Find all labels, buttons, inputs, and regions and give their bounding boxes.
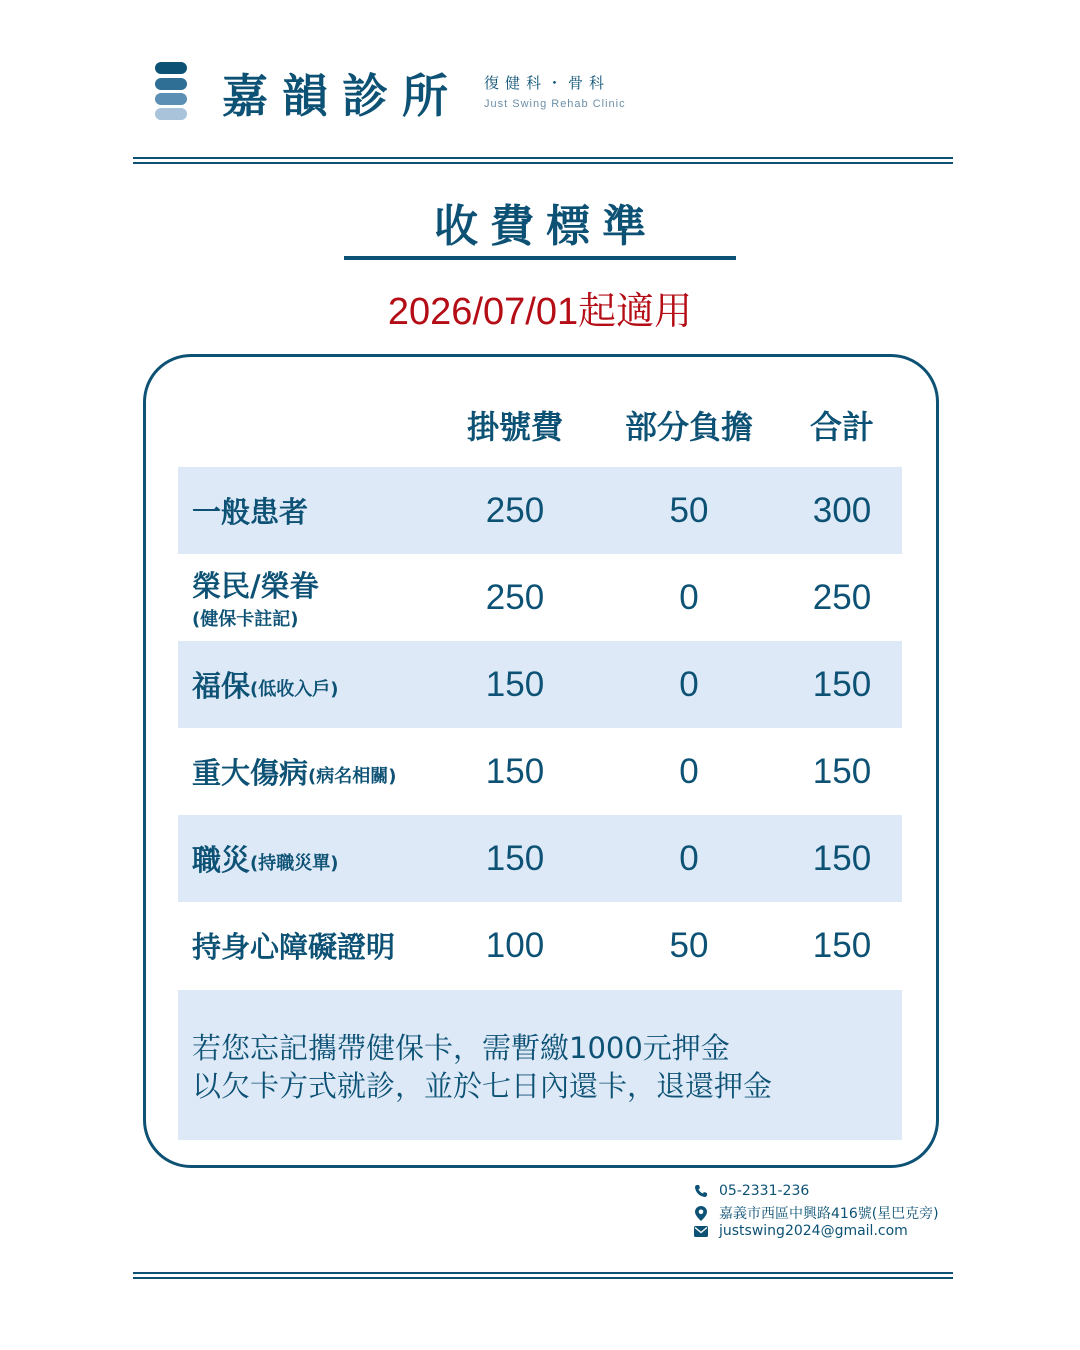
row-label: 職災 (持職災單) — [192, 843, 339, 877]
total-cell: 300 — [812, 491, 872, 530]
total-cell: 150 — [812, 926, 872, 965]
effective-date: 2026/07/01起適用 — [387, 291, 693, 333]
copay-cell: 50 — [669, 926, 709, 965]
title-underline — [344, 256, 736, 260]
phone-icon — [693, 1183, 709, 1199]
email-text: justswing2024@gmail.com — [719, 1223, 908, 1239]
registration-fee-cell: 250 — [485, 491, 545, 530]
table-row — [178, 641, 902, 728]
table-row — [178, 815, 902, 902]
table-row — [178, 902, 902, 989]
top-divider — [133, 157, 953, 164]
row-note: (健保卡註記) — [192, 609, 299, 630]
phone-text: 05-2331-236 — [719, 1183, 810, 1199]
table-row — [178, 554, 902, 641]
row-label: 持身心障礙證明 — [192, 930, 396, 964]
clinic-logo-icon — [155, 62, 187, 120]
registration-fee-cell: 150 — [485, 665, 545, 704]
registration-fee-cell: 150 — [485, 752, 545, 791]
copay-cell: 0 — [679, 839, 699, 878]
notice-line-2: 以欠卡方式就診，並於七日內還卡，退還押金 — [192, 1069, 773, 1103]
contact-phone — [693, 1183, 809, 1199]
row-label: 一般患者 — [192, 495, 309, 529]
mail-icon — [693, 1223, 709, 1239]
copay-cell: 50 — [669, 491, 709, 530]
total-cell: 150 — [812, 752, 872, 791]
registration-fee-cell: 250 — [485, 578, 545, 617]
notice-line-1: 若您忘記攜帶健保卡，需暫繳1000元押金 — [192, 1031, 730, 1065]
registration-fee-cell: 100 — [485, 926, 545, 965]
bottom-divider — [133, 1272, 953, 1279]
total-cell: 150 — [812, 839, 872, 878]
table-row — [178, 467, 902, 554]
copay-cell: 0 — [679, 665, 699, 704]
clinic-name: 嘉韻診所 — [222, 69, 462, 123]
address-text: 嘉義市西區中興路416號(星巴克旁) — [719, 1206, 939, 1222]
header-copay: 部分負擔 — [624, 408, 753, 446]
total-cell: 250 — [812, 578, 872, 617]
row-label: 榮民/榮眷 (健保卡註記) — [192, 569, 319, 630]
row-note: (低收入戶) — [250, 678, 339, 700]
header-total: 合計 — [809, 408, 874, 446]
clinic-subtitle: 復健科・骨科 — [484, 74, 611, 92]
row-note: (持職災單) — [250, 852, 339, 874]
row-label: 重大傷病 (病名相關) — [192, 756, 397, 790]
total-cell: 150 — [812, 665, 872, 704]
row-label: 福保 (低收入戶) — [192, 669, 339, 703]
table-row — [178, 728, 902, 815]
page-title: 收費標準 — [434, 201, 658, 252]
clinic-english-name: Just Swing Rehab Clinic — [484, 98, 626, 110]
contact-address — [693, 1203, 939, 1223]
location-pin-icon — [693, 1205, 709, 1221]
copay-cell: 0 — [679, 578, 699, 617]
copay-cell: 0 — [679, 752, 699, 791]
row-note: (病名相關) — [308, 765, 397, 787]
header-registration-fee: 掛號費 — [466, 408, 563, 446]
registration-fee-cell: 150 — [485, 839, 545, 878]
insurance-card-notice — [178, 990, 902, 1140]
contact-email — [693, 1223, 908, 1239]
